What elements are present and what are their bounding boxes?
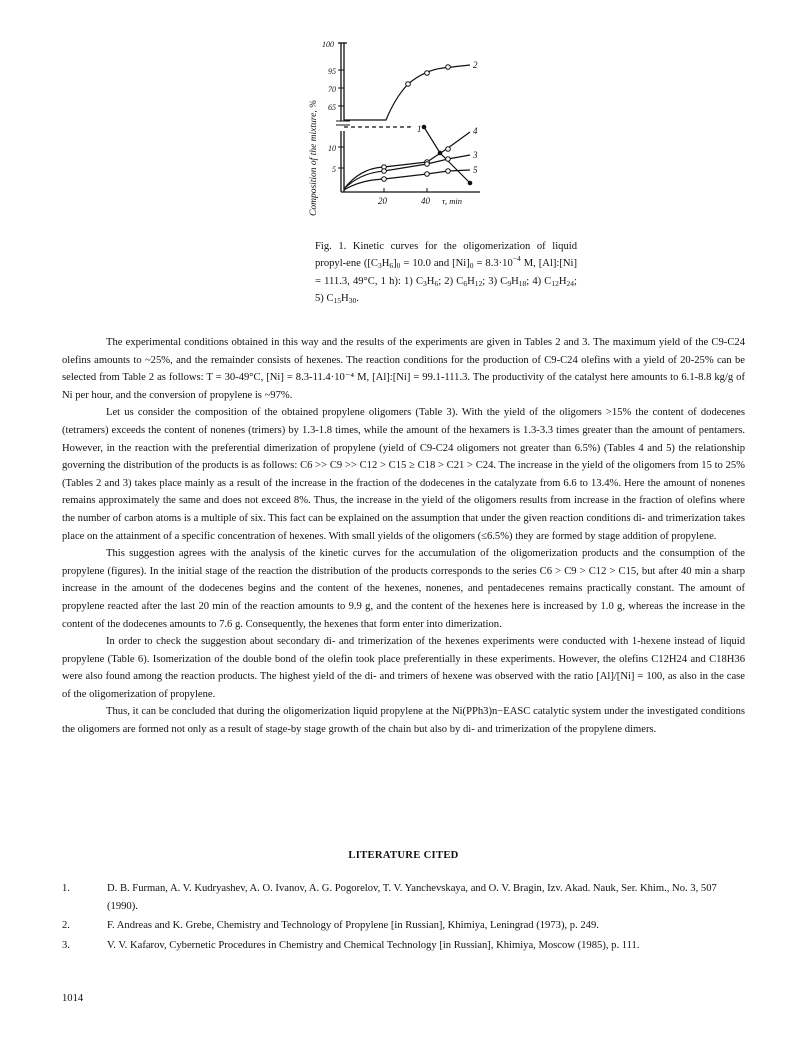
curve-2-dashed [344, 65, 470, 120]
y-tick-100: 100 [322, 40, 334, 49]
reference-number: 2. [62, 920, 70, 932]
point-5-a [382, 177, 387, 182]
x-tick-40: 40 [421, 196, 430, 206]
reference-item [62, 937, 745, 955]
point-1-a [422, 125, 427, 130]
reference-text: D. B. Furman, A. V. Kudryashev, A. O. Ivanov, A. G. Pogorelov, T. V. Yanchevskaya, and O. V. Bragin, Izv. Akad. Nauk, Ser. Khim., No. 3, 507 (1990). [107, 883, 717, 912]
curve-4 [344, 132, 470, 189]
y-tick-5: 5 [332, 165, 336, 174]
point-3-a [382, 169, 387, 174]
x-axis-label: τ, min [442, 196, 463, 206]
paragraph: Thus, it can be concluded that during the oligomerization liquid propylene at the Ni(PPh3)n−EASC catalytic system under the investigated conditions the oligomers are formed not only as a result of stage-by stage growth of the chain but also by di- and trimerization of the propylene dimers. [62, 706, 745, 736]
curve-label-3: 3 [473, 150, 478, 160]
point-5-c [446, 169, 451, 174]
paragraph: This suggestion agrees with the analysis of the kinetic curves for the accumulation of the oligomerization products and the consumption of the propylene (figures). In the initial stage of the reaction the distribution of the products corresponds to the series C6 > C9 > C12 > C15, but after 40 min a sharp increase in the amount of the dodecenes begins and the content of the hexenes, nonenes, and pentadecenes remains practically constant. The amount of propylene reacted after the last 20 min of the reaction amounts to 9.9 g, and the content of the hexenes here is increased by 1.0 g, whereas the increase in the content of the dodecenes amounts to 7.6 g. Consequently, the hexenes that form enter into dimerization. [62, 548, 745, 630]
curve-label-2: 2 [473, 60, 478, 70]
curve-2-dash-start [344, 123, 410, 127]
reference-list [62, 880, 745, 956]
point-1-c [468, 181, 473, 186]
y-tick-70: 70 [328, 85, 336, 94]
reference-item [62, 917, 745, 935]
reference-item [62, 880, 745, 915]
paragraph: Let us consider the composition of the obtained propylene oligomers (Table 3). With the yield of the oligomers >15% the content of dodecenes (tetramers) exceeds the content of nonenes (trimers) by 1.3-1.8 times, while the amount of the hexamers is 1.3-3.3 times greater than the amount of pentamers. However, in the reaction with the preferential dimerization of propylene (yield of C9-C24 oligomers not greater than 6.5%) (Tables 4 and 5) the relationship governing the distribution of the products is as follows: C6 >> C9 >> C12 > C15 ≥ C18 > C21 > C24. The increase in the yield of the oligomers from 15 to 25% (Tables 2 and 3) takes place mainly as a result of the increase in the fraction of the dodecenes in the catalyzate from 6.6 to 13.4%. Here the amount of nonenes remains approximately the same and does not exceed 8%. Thus, the increase in the yield of the oligomers results from increase in the fraction of olefins where the number of carbon atoms is a multiple of six. This fact can be explained on the assumption that under the given reaction conditions di- and trimerization takes place on the attainment of a specific concentration of hexenes. With small yields of the oligomers (≤6.5%) they are formed by stage addition of propylene. [62, 407, 745, 542]
y-tick-65: 65 [328, 103, 336, 112]
figure-caption: Fig. 1. Kinetic curves for the oligomerization of liquid propyl-ene ($[C_3H_6]_0 = 10.0$ and $[Ni]_0 = 8.3\cdot 10^{-4}$ M, [Al]:[Ni] = 111.3, 49°C, 1 h): 1) $C_3H_6$; 2) $C_6H_{12}$; 3) $C_9H_{18}$; 4) $C_{12}H_{24}$; 5) $C_{15}H_{30}$. [315, 241, 578, 306]
curve-1 [424, 127, 470, 183]
x-tick-20: 20 [378, 196, 387, 206]
curve-label-1: 1 [417, 124, 422, 134]
axes [336, 43, 480, 192]
reference-text: F. Andreas and K. Grebe, Chemistry and Technology of Propylene [in Russian], Khimiya, Leningrad (1973), p. 249. [107, 920, 599, 932]
body-text [62, 334, 745, 739]
kinetic-curves-figure [300, 28, 500, 228]
point-2-c [446, 65, 451, 70]
point-1-b [438, 151, 443, 156]
point-5-b [425, 172, 430, 177]
y-axis-label: Composition of the mixture, % [309, 99, 319, 216]
point-3-b [425, 162, 430, 167]
paragraph: The experimental conditions obtained in this way and the results of the experiments are given in Tables 2 and 3. The maximum yield of the C9-C24 olefins amounts to ~25%, and the remainder consists of hexenes. The reaction conditions for the production of C9-C24 olefins with a yield of 20-25% can be selected from Table 2 as follows: T = 30-49°C, [Ni] = 8.3-11.4·10⁻⁴ M, [Al]:[Ni] = 99.1-111.3. The productivity of the catalyst here amounts to 6.1-8.8 kg/g of Ni per hour, and the conversion of propylene is ~97%. [62, 337, 745, 401]
point-3-c [446, 157, 451, 162]
curve-label-5: 5 [473, 165, 478, 175]
point-4-c [446, 147, 451, 152]
curve-label-4: 4 [473, 126, 478, 136]
point-2-b [425, 71, 430, 76]
paragraph: In order to check the suggestion about secondary di- and trimerization of the hexenes experiments were conducted with 1-hexene instead of liquid propylene (Table 6). Isomerization of the double bond of the olefin took place preferentially in these experiments. However, the olefins C12H24 and C18H36 were also found among the reaction products. The highest yield of the di- and trimers of hexene was observed with the ratio [Al]/[Ni] = 100, as also in the case of the oligomerization of propylene. [62, 636, 745, 700]
y-tick-95: 95 [328, 67, 336, 76]
literature-heading: LITERATURE CITED [348, 850, 459, 861]
reference-number: 3. [62, 939, 70, 951]
page-number: 1014 [62, 993, 84, 1004]
point-2-a [406, 82, 411, 87]
reference-text: V. V. Kafarov, Cybernetic Procedures in Chemistry and Chemical Technology [in Russian], Khimiya, Moscow (1985), p. 111. [107, 939, 640, 951]
reference-number: 1. [62, 883, 70, 894]
y-tick-10: 10 [328, 144, 336, 153]
